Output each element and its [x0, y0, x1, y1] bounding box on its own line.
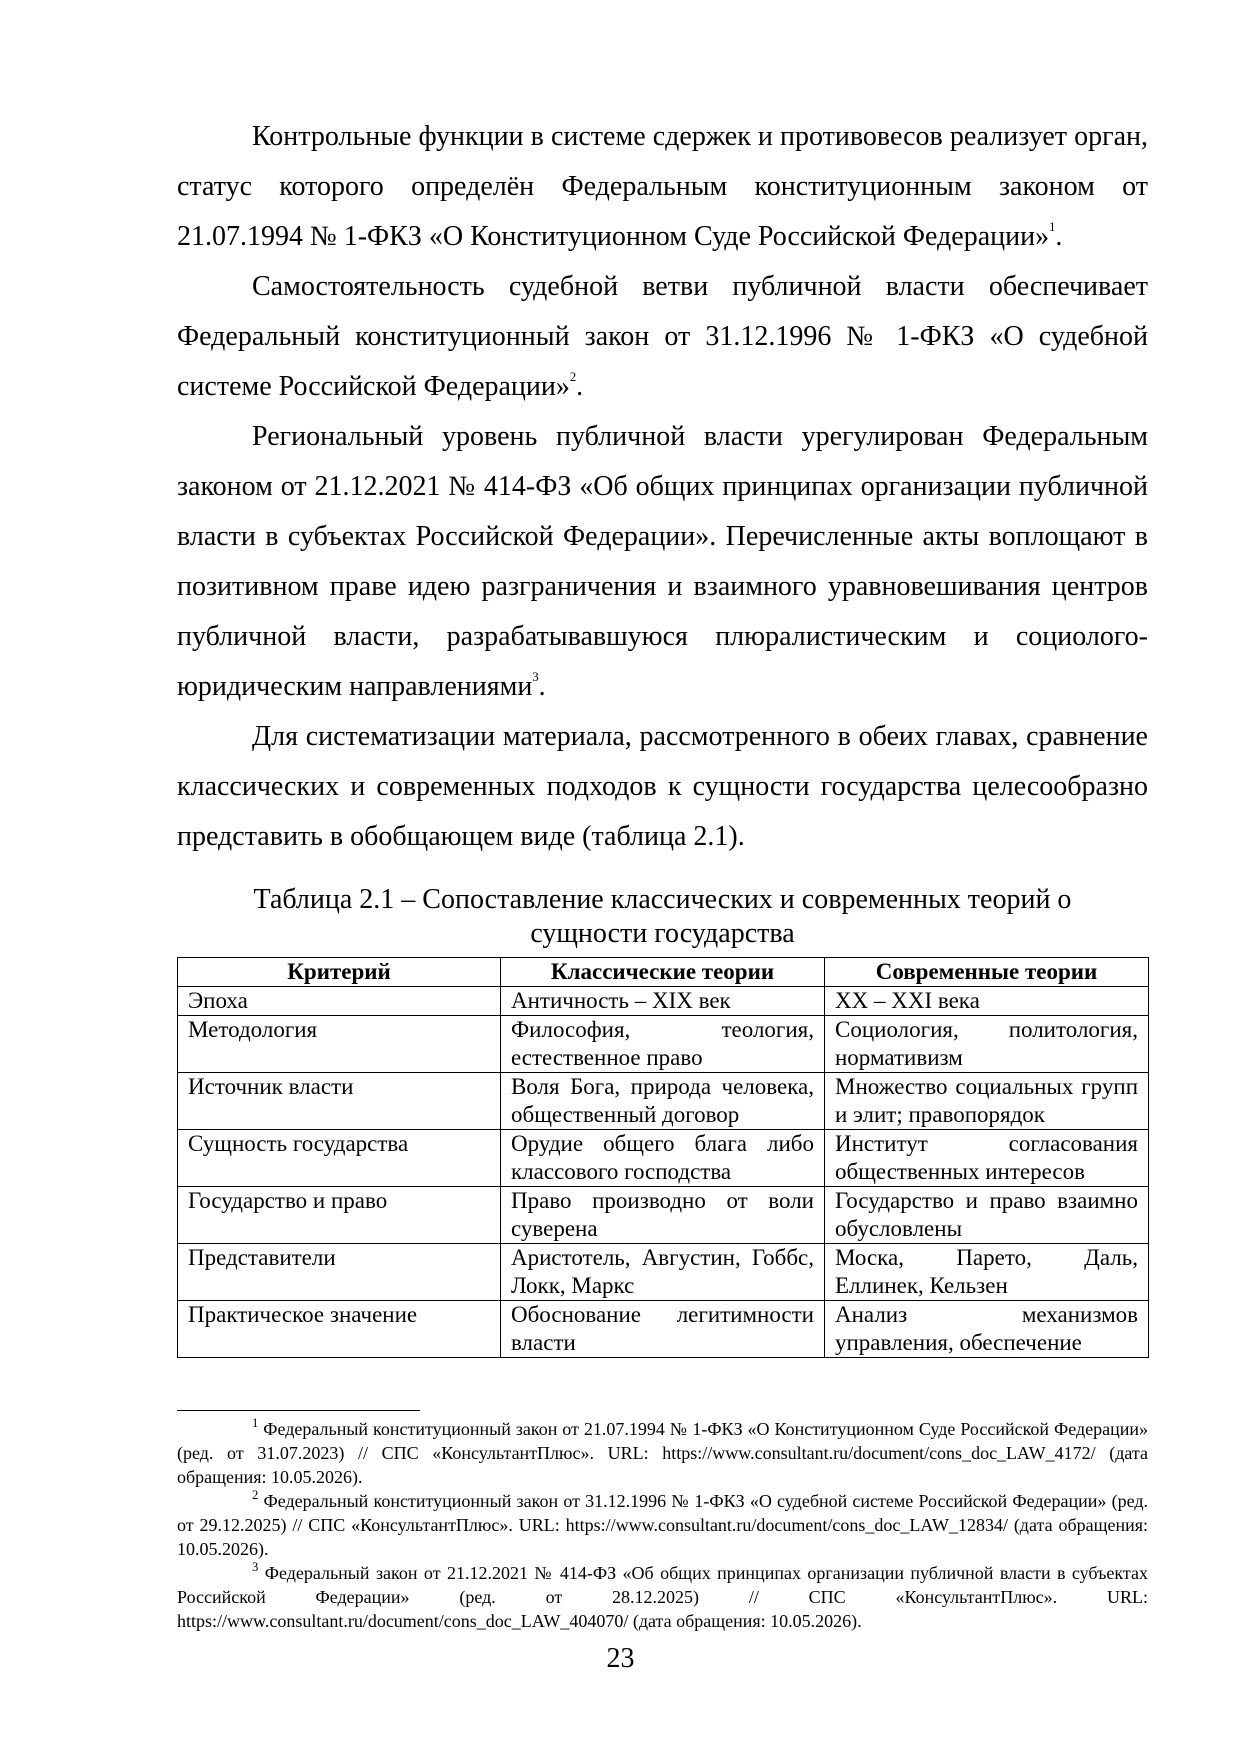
comparison-table — [177, 957, 1149, 1358]
table-row — [178, 1073, 1149, 1130]
footnote-1-text: Федеральный конституционный закон от 21.07.1994 № 1-ФКЗ «О Конституционном Суде Российской Федерации» (ред. от 31.07.2023) // СПС «КонсультантПлюс». URL: https://www.consultant.ru/document/cons_doc_LAW_4172/ (дата обращения: 10.05.2026). — [177, 1419, 1149, 1487]
table-cell-classical: Воля Бога, природа человека, общественный договор — [501, 1073, 825, 1130]
header-classical: Классические теории — [501, 958, 825, 987]
paragraph-1-text: Контрольные функции в системе сдержек и противовесов реализует орган, статус которого определён Федеральным конституционным законом от 21.07.1994 № 1-ФКЗ «О Конституционном Суде Российской Федерации» — [177, 121, 1148, 252]
table-caption — [177, 883, 1148, 951]
table-caption-line-2: сущности государства — [530, 918, 795, 949]
table-row — [178, 1244, 1149, 1301]
table-caption-line-1: Таблица 2.1 – Сопоставление классических и современных теорий о — [253, 884, 1072, 915]
footnote-3-text: Федеральный закон от 21.12.2021 № 414-ФЗ «Об общих принципах организации публичной власти в субъектах Российской Федерации» (ред. от 28.12.2025) // СПС «КонсультантПлюс». URL: https://www.consultant.ru/document/cons_doc_LAW_404070/ (дата обращения: 10.05.2026). — [177, 1563, 1149, 1631]
table-row — [178, 1130, 1149, 1187]
paragraph-1-end: . — [1055, 221, 1063, 252]
table-cell-criterion: Сущность государства — [178, 1130, 501, 1187]
header-modern: Современные теории — [825, 958, 1149, 987]
footnote-2-text: Федеральный конституционный закон от 31.12.1996 № 1-ФКЗ «О судебной системе Российской Федерации» (ред. от 29.12.2025) // СПС «КонсультантПлюс». URL: https://www.consultant.ru/document/cons_doc_LAW_12834/ (дата обращения: 10.05.2026). — [177, 1491, 1148, 1559]
footnote-ref-2[interactable]: 2 — [569, 370, 577, 385]
paragraph-3-end: . — [538, 671, 546, 702]
footnote-1 — [177, 1417, 1148, 1489]
table-cell-classical: Право производно от воли суверена — [501, 1187, 825, 1244]
footnote-number-2: 2 — [252, 1488, 259, 1503]
table-row — [178, 1016, 1149, 1073]
table-cell-modern: Моска, Парето, Даль, Еллинек, Кельзен — [825, 1244, 1149, 1301]
table-cell-classical: Обоснование легитимности власти — [501, 1301, 825, 1358]
table-cell-modern: XX – XXI века — [825, 987, 1149, 1016]
table-cell-criterion: Представители — [178, 1244, 501, 1301]
footnote-ref-3[interactable]: 3 — [532, 670, 539, 685]
paragraph-1 — [177, 112, 1148, 262]
table-cell-criterion: Практическое значение — [178, 1301, 501, 1358]
table-cell-classical: Орудие общего блага либо классового господства — [501, 1130, 825, 1187]
table-cell-classical: Аристотель, Августин, Гоббс, Локк, Маркс — [501, 1244, 825, 1301]
paragraph-4-text: Для систематизации материала, рассмотренного в обеих главах, сравнение классических и современных подходов к сущности государства целесообразно представить в обобщающем виде (таблица 2.1). — [177, 721, 1148, 852]
paragraph-4 — [177, 712, 1148, 862]
table-header-row — [178, 958, 1149, 987]
table-cell-modern: Социология, политология, нормативизм — [825, 1016, 1149, 1073]
footnote-separator — [177, 1410, 420, 1411]
paragraph-2-text: Самостоятельность судебной ветви публичной власти обеспечивает Федеральный конституционный закон от 31.12.1996 № 1-ФКЗ «О судебной системе Российской Федерации» — [177, 271, 1148, 402]
table-cell-criterion: Методология — [178, 1016, 501, 1073]
footnote-2 — [177, 1489, 1148, 1561]
footnote-3 — [177, 1561, 1148, 1633]
table-cell-criterion: Государство и право — [178, 1187, 501, 1244]
footnote-number-1: 1 — [252, 1416, 259, 1431]
paragraph-3-text: Региональный уровень публичной власти урегулирован Федеральным законом от 21.12.2021 № 414-ФЗ «Об общих принципах организации публичной власти в субъектах Российской Федерации». Перечисленные акты воплощают в позитивном праве идею разграничения и взаимного уравновешивания центров публичной власти, разрабатывавшуюся плюралистическим и социолого-юридическим направлениями — [177, 421, 1148, 702]
paragraph-2-end: . — [576, 371, 584, 402]
table-row — [178, 1187, 1149, 1244]
paragraph-3 — [177, 412, 1148, 712]
table-row — [178, 1301, 1149, 1358]
table-cell-classical: Античность – XIX век — [501, 987, 825, 1016]
footnotes — [177, 1417, 1148, 1633]
table-cell-criterion: Источник власти — [178, 1073, 501, 1130]
table-row — [178, 987, 1149, 1016]
footnote-ref-1[interactable]: 1 — [1049, 220, 1056, 235]
table-cell-classical: Философия, теология, естественное право — [501, 1016, 825, 1073]
page-number: 23 — [606, 1643, 635, 1674]
footnote-number-3: 3 — [252, 1560, 259, 1575]
header-criterion: Критерий — [178, 958, 501, 987]
table-cell-modern: Множество социальных групп и элит; правопорядок — [825, 1073, 1149, 1130]
table-cell-criterion: Эпоха — [178, 987, 501, 1016]
table-cell-modern: Государство и право взаимно обусловлены — [825, 1187, 1149, 1244]
paragraph-2 — [177, 262, 1148, 412]
table-cell-modern: Анализ механизмов управления, обеспечение — [825, 1301, 1149, 1358]
table-cell-modern: Институт согласования общественных интересов — [825, 1130, 1149, 1187]
body-text — [177, 112, 1148, 862]
